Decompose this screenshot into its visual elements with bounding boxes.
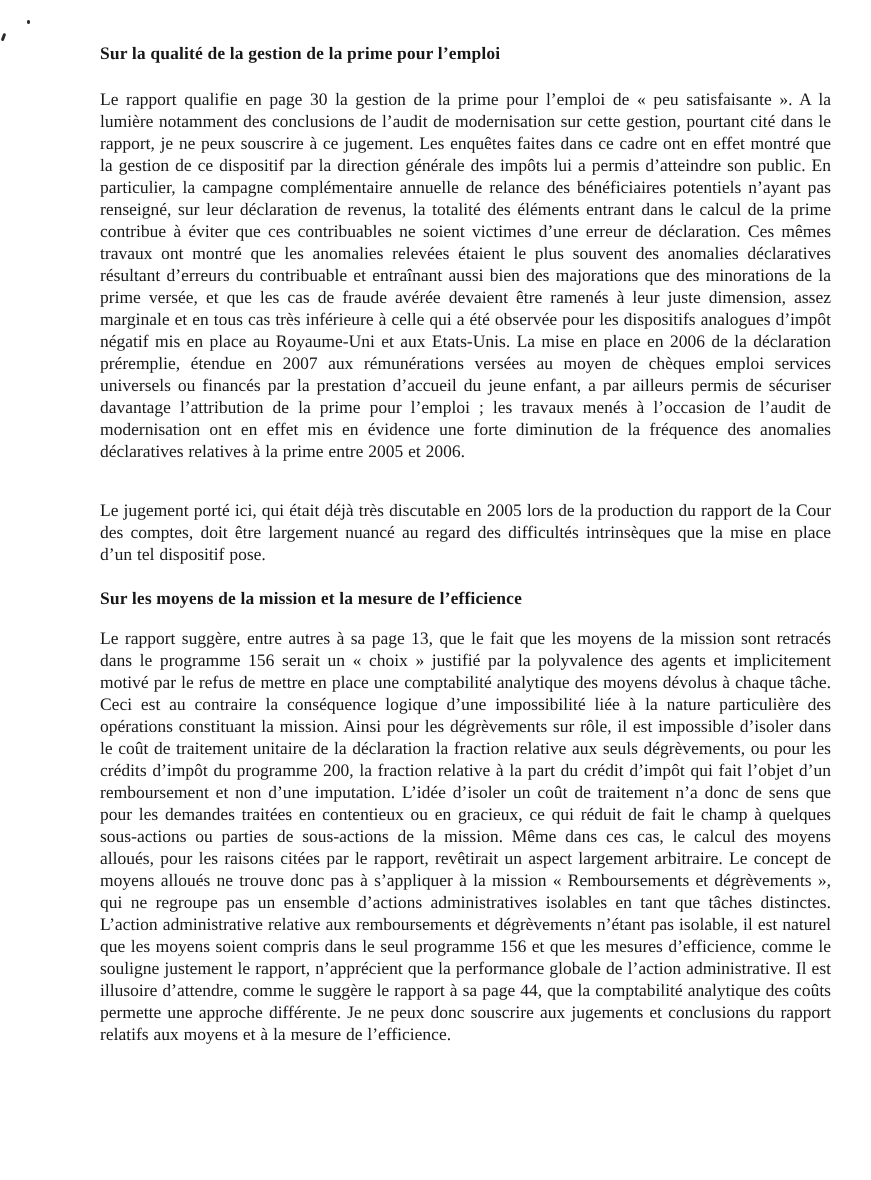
- paragraph-gestion-prime-jugement: Le jugement porté ici, qui était déjà très discutable en 2005 lors de la production du rapport de la Cour des comptes, doit être largement nuancé au regard des difficultés intrinsèques que la mise en place d’un tel dispositif pose.: [100, 500, 831, 564]
- paragraph-gestion-prime-analyse: Le rapport qualifie en page 30 la gestion de la prime pour l’emploi de « peu satisfaisante ». A la lumière notamment des conclusions de l’audit de modernisation sur cette gestion, pourtant cité dans le rapport, je ne peux souscrire à ce jugement. Les enquêtes faites dans ce cadre ont en effet montré que la gestion de ce dispositif par la direction générale des impôts lui a permis d’atteindre son public. En particulier, la campagne complémentaire annuelle de relance des bénéficiaires potentiels n’ayant pas renseigné, sur leur déclaration de revenus, la totalité des éléments entrant dans le calcul de la prime contribue à éviter que ces contribuables ne soient victimes d’une erreur de déclaration. Ces mêmes travaux ont montré que les anomalies relevées étaient le plus souvent des anomalies déclaratives résultant d’erreurs du contribuable et entraînant aussi bien des majorations que des minorations de la prime versée, et que les cas de fraude avérée devaient être ramenés à leur juste dimension, assez marginale et en tous cas très inférieure à celle qui a été observée pour les dispositifs analogues d’impôt négatif mis en place au Royaume-Uni et aux Etats-Unis. La mise en place en 2006 de la déclaration préremplie, étendue en 2007 aux rémunérations versées au moyen de chèques emploi services universels ou financés par la prestation d’accueil du jeune enfant, a par ailleurs permis de sécuriser davantage l’attribution de la prime pour l’emploi ; les travaux menés à l’occasion de l’audit de modernisation ont en effet mis en évidence une forte diminution de la fréquence des anomalies déclaratives relatives à la prime entre 2005 et 2006.: [100, 89, 831, 461]
- scan-speck-comma-artifact: [1, 33, 6, 41]
- document-content: [100, 42, 831, 1045]
- section-heading-moyens-mission-efficience: Sur les moyens de la mission et la mesure de l’efficience: [100, 588, 523, 608]
- section-heading-qualite-gestion-prime: Sur la qualité de la gestion de la prime pour l’emploi: [100, 43, 501, 63]
- paragraph-moyens-mission-analyse: Le rapport suggère, entre autres à sa page 13, que le fait que les moyens de la mission sont retracés dans le programme 156 serait un « choix » justifié par la polyvalence des agents et implicitement motivé par le refus de mettre en place une comptabilité analytique des moyens dévolus à chaque tâche. Ceci est au contraire la conséquence logique d’une impossibilité liée à la nature particulière des opérations constituant la mission. Ainsi pour les dégrèvements sur rôle, il est impossible d’isoler dans le coût de traitement unitaire de la déclaration la fraction relative aux seuls dégrèvements, ou pour les crédits d’impôt du programme 200, la fraction relative à la part du crédit d’impôt qui fait l’objet d’un remboursement et non d’une imputation. L’idée d’isoler un coût de traitement n’a donc de sens que pour les demandes traitées en contentieux ou en gracieux, ce qui réduit de fait le champ à quelques sous-actions ou parties de sous-actions de la mission. Même dans ces cas, le calcul des moyens alloués, pour les raisons citées par le rapport, revêtirait un aspect largement arbitraire. Le concept de moyens alloués ne trouve donc pas à s’appliquer à la mission « Remboursements et dégrèvements », qui ne regroupe pas un ensemble d’actions administratives isolables en tant que tâches distinctes. L’action administrative relative aux remboursements et dégrèvements n’étant pas isolable, il est naturel que les moyens soient compris dans le seul programme 156 et que les mesures d’efficience, comme le souligne justement le rapport, n’apprécient que la performance globale de l’action administrative. Il est illusoire d’attendre, comme le suggère le rapport à sa page 44, que la comptabilité analytique des coûts permette une approche différente. Je ne peux donc souscrire aux jugements et conclusions du rapport relatifs aux moyens et à la mesure de l’efficience.: [100, 628, 831, 1044]
- scan-speck-dot-artifact: [27, 20, 30, 24]
